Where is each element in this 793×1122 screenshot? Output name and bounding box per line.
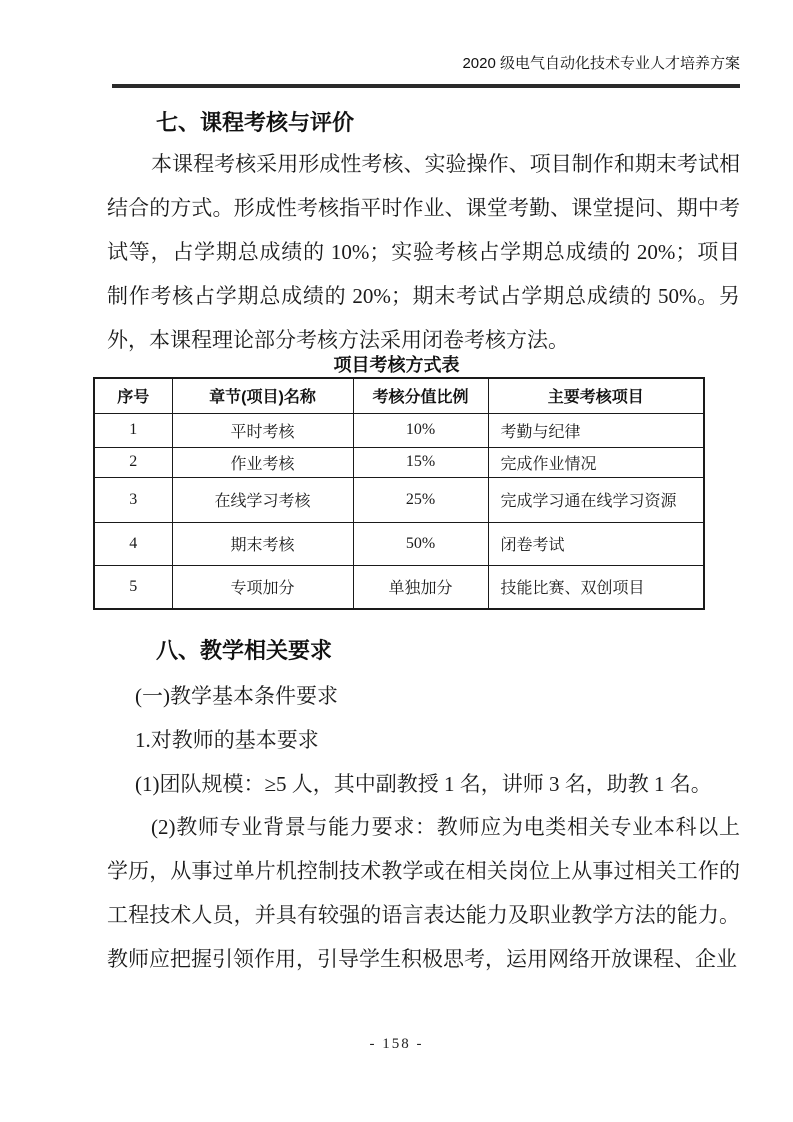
table-cell-name: 作业考核 xyxy=(172,447,353,477)
table-cell-name: 专项加分 xyxy=(172,565,353,609)
table-header-row xyxy=(94,378,704,413)
section-7-paragraph: 本课程考核采用形成性考核、实验操作、项目制作和期末考试相结合的方式。形成性考核指平时作业、课堂考勤、课堂提问、期中考试等，占学期总成绩的 10%；实验考核占学期总成绩的 20%；项目制作考核占学期总成绩的 20%；期末考试占学期总成绩的 50%。另外，本课程理论部分考核方法采用闭卷考核方法。 xyxy=(107,152,740,352)
table-cell-items: 技能比赛、双创项目 xyxy=(488,565,704,609)
table-row xyxy=(94,565,704,609)
table-header-cell: 序号 xyxy=(94,378,172,413)
table-cell-name: 期末考核 xyxy=(172,522,353,565)
assessment-table xyxy=(93,377,705,610)
table-cell-index: 2 xyxy=(94,447,172,477)
table-row xyxy=(94,413,704,447)
header-title: 2020 级电气自动化技术专业人才培养方案 xyxy=(462,55,740,72)
table-cell-items: 闭卷考试 xyxy=(488,522,704,565)
table-cell-ratio: 单独加分 xyxy=(353,565,488,609)
footer-page-number: - 158 - xyxy=(369,1036,424,1052)
table-cell-items: 完成学习通在线学习资源 xyxy=(488,477,704,522)
section-8-paragraph: (2)教师专业背景与能力要求：教师应为电类相关专业本科以上学历，从事过单片机控制技术教学或在相关岗位上从事过相关工作的工程技术人员，并具有较强的语言表达能力及职业教学方法的能力。教师应把握引领作用，引导学生积极思考，运用网络开放课程、企业 xyxy=(107,815,740,971)
table-title: 项目考核方式表 xyxy=(333,355,460,375)
table-row xyxy=(94,522,704,565)
table-cell-ratio: 50% xyxy=(353,522,488,565)
table-cell-items: 完成作业情况 xyxy=(488,447,704,477)
table-cell-ratio: 25% xyxy=(353,477,488,522)
section-8-subheading: (1)团队规模：≥5 人，其中副教授 1 名，讲师 3 名，助教 1 名。 xyxy=(135,772,712,796)
table-header-cell: 考核分值比例 xyxy=(353,378,488,413)
table-cell-ratio: 10% xyxy=(353,413,488,447)
table-row xyxy=(94,477,704,522)
table-header-cell: 主要考核项目 xyxy=(488,378,704,413)
table-cell-index: 4 xyxy=(94,522,172,565)
section-7-heading: 七、课程考核与评价 xyxy=(156,110,355,135)
header-rule xyxy=(112,84,740,88)
table-cell-name: 在线学习考核 xyxy=(172,477,353,522)
table-cell-ratio: 15% xyxy=(353,447,488,477)
section-8-heading: 八、教学相关要求 xyxy=(156,638,333,663)
table-header-cell: 章节(项目)名称 xyxy=(172,378,353,413)
table-cell-index: 5 xyxy=(94,565,172,609)
section-8-subheading: (一)教学基本条件要求 xyxy=(135,684,338,708)
table-cell-name: 平时考核 xyxy=(172,413,353,447)
table-row xyxy=(94,447,704,477)
section-8-subheading: 1.对教师的基本要求 xyxy=(135,728,319,752)
table-cell-index: 1 xyxy=(94,413,172,447)
table-cell-items: 考勤与纪律 xyxy=(488,413,704,447)
table-cell-index: 3 xyxy=(94,477,172,522)
